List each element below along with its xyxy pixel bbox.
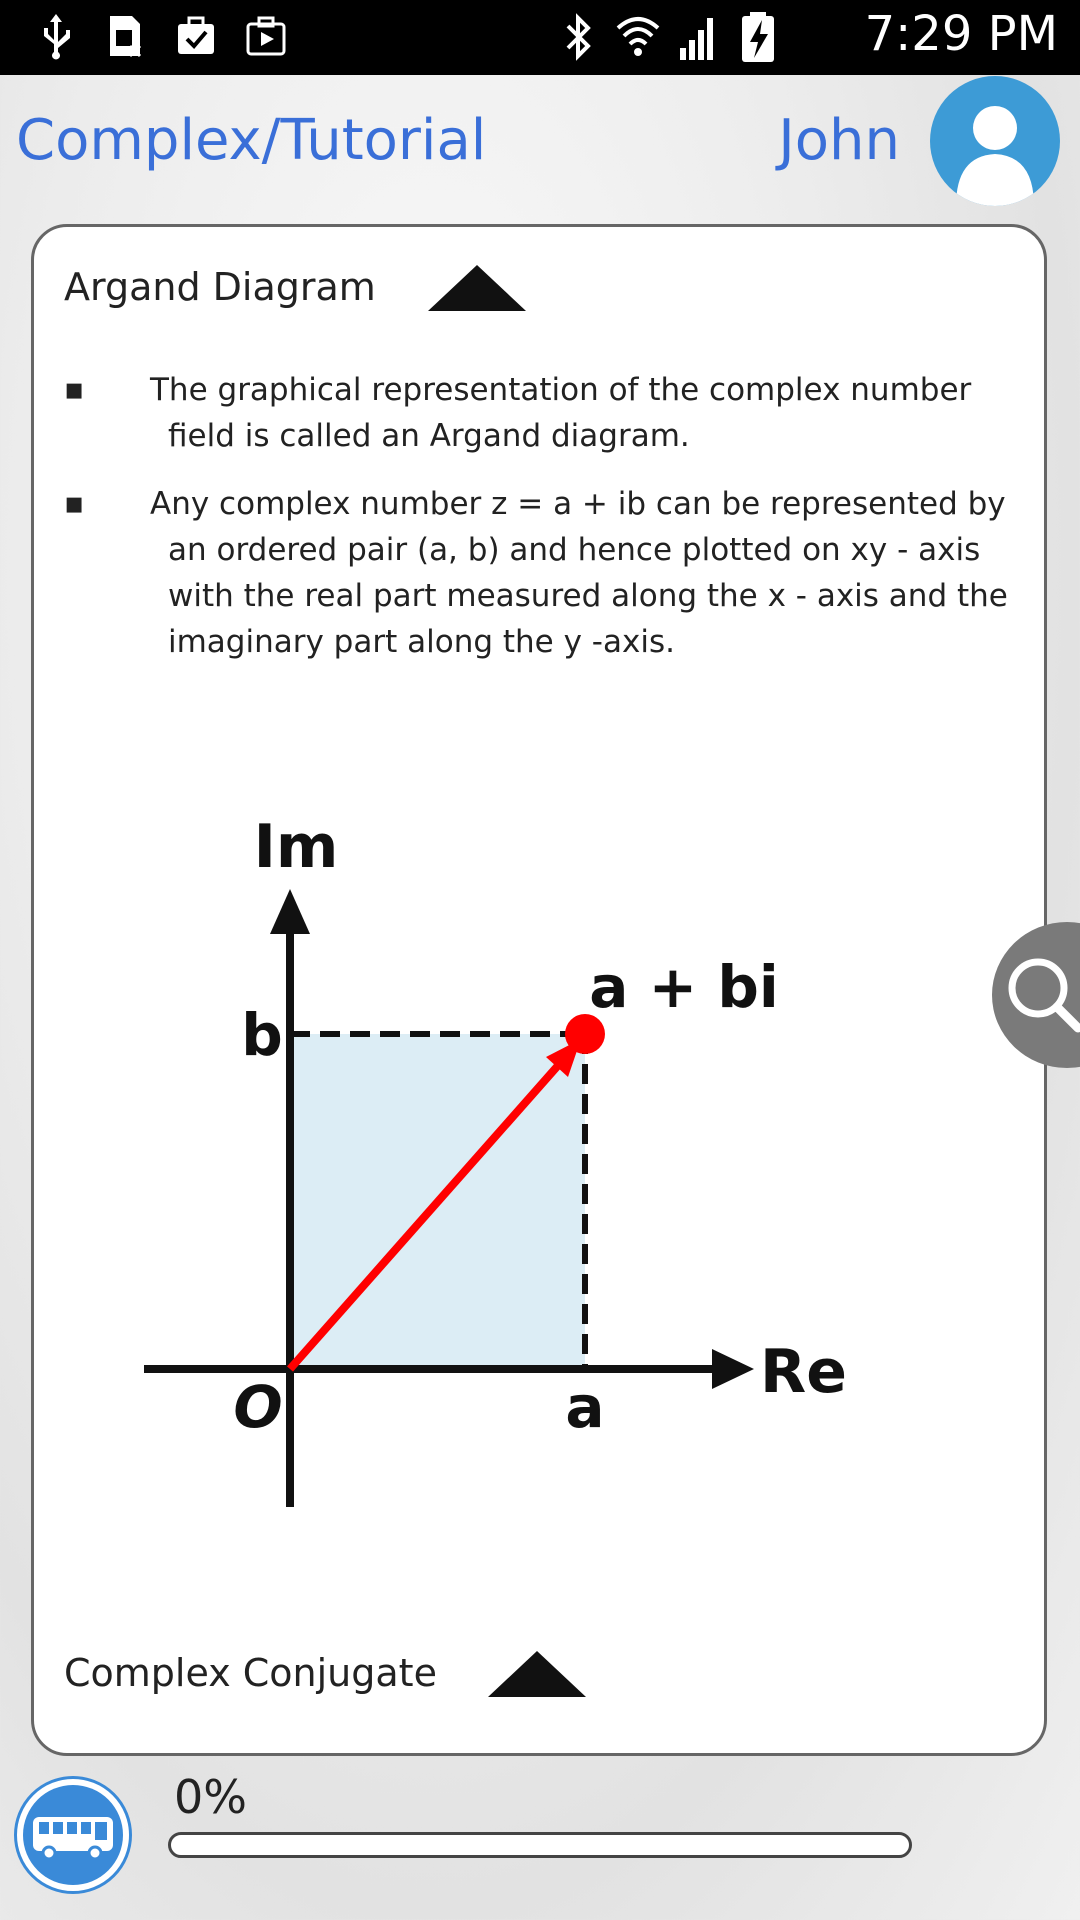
point-label: a + bi: [589, 953, 779, 1021]
briefcase-play-icon: [246, 12, 286, 60]
battery-charging-icon: [736, 10, 780, 64]
list-item: [64, 367, 1024, 459]
bluetooth-icon: [556, 10, 600, 64]
origin-label: O: [233, 1373, 283, 1441]
real-axis-arrowhead: [712, 1349, 754, 1389]
re-axis-label: Re: [760, 1337, 847, 1407]
search-button[interactable]: [992, 922, 1080, 1068]
bus-icon: [17, 1779, 129, 1891]
wifi-icon: [616, 10, 660, 64]
im-axis-label: Im: [253, 812, 339, 882]
argand-diagram: [94, 727, 994, 1567]
usb-icon: [36, 12, 76, 60]
section-title-conjugate[interactable]: Complex Conjugate: [64, 1651, 437, 1695]
bullet-marker: ▪: [64, 372, 85, 407]
list-item: [64, 481, 1024, 665]
bullet-marker: ▪: [64, 486, 85, 521]
page-title: Complex/Tutorial: [16, 108, 487, 173]
status-bar: [0, 0, 1080, 75]
b-tick-label: b: [241, 1001, 283, 1069]
bus-button[interactable]: [14, 1776, 132, 1894]
user-name[interactable]: John: [778, 108, 900, 173]
status-time: 7:29 PM: [864, 6, 1058, 62]
progress-label: 0%: [174, 1770, 247, 1824]
avatar[interactable]: [930, 76, 1060, 206]
bullet-text: The graphical representation of the complex number field is called an Argand diagram.: [150, 372, 972, 454]
notification-icons: [36, 12, 286, 60]
search-icon: [992, 922, 1080, 1068]
sim-card-icon: [106, 12, 146, 60]
bullet-list: [64, 367, 1024, 687]
user-icon: [930, 76, 1060, 206]
signal-icon: [676, 10, 720, 64]
collapse-arrow-icon[interactable]: [424, 261, 530, 315]
system-icons: [556, 10, 780, 64]
a-tick-label: a: [565, 1373, 605, 1441]
section-title-argand[interactable]: Argand Diagram: [64, 265, 376, 309]
progress-bar: [168, 1832, 912, 1858]
collapse-arrow-icon[interactable]: [484, 1647, 590, 1701]
imaginary-axis-arrowhead: [270, 889, 310, 934]
tutorial-card: [31, 224, 1047, 1756]
bullet-text: Any complex number z = a + ib can be represented by an ordered pair (a, b) and hence plotted on xy - axis with the real part measured along the x - axis and the imaginary part along the y -axis.: [150, 486, 1008, 660]
briefcase-check-icon: [176, 12, 216, 60]
